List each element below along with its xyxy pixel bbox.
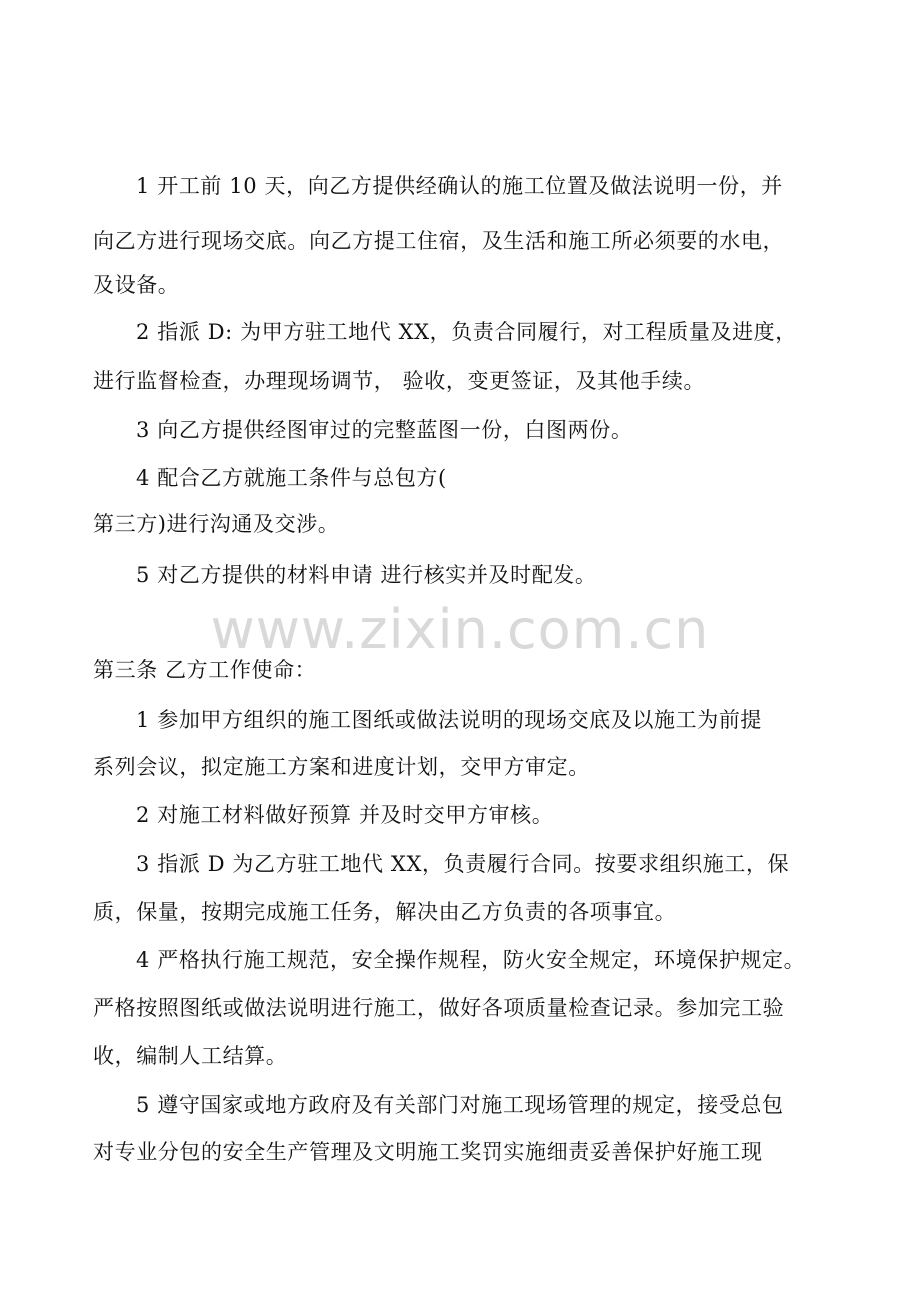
paragraph-line: 收，编制人工结算。 xyxy=(93,1044,288,1068)
paragraph-line: 5 对乙方提供的材料申请 进行核实并及时配发。 xyxy=(136,563,597,587)
paragraph-line: 质，保量，按期完成施工任务，解决由乙方负责的各项事宜。 xyxy=(93,900,677,924)
paragraph-line: 1 开工前 10 天，向乙方提供经确认的施工位置及做法说明一份，并 xyxy=(136,174,783,198)
paragraph-line: 4 配合乙方就施工条件与总包方( xyxy=(136,466,447,490)
paragraph-line: 第三方)进行沟通及交涉。 xyxy=(93,512,340,536)
paragraph-line: 及设备。 xyxy=(93,273,180,297)
paragraph-line: 1 参加甲方组织的施工图纸或做法说明的现场交底及以施工为前提 xyxy=(136,708,763,732)
paragraph-line: 严格按照图纸或做法说明进行施工，做好各项质量检查记录。参加完工验 xyxy=(93,996,785,1020)
section-heading: 第三条 乙方工作使命： xyxy=(93,658,317,682)
paragraph-line: 2 对施工材料做好预算 并及时交甲方审核。 xyxy=(136,803,554,827)
paragraph-line: 3 指派 D 为乙方驻工地代 XX，负责履行合同。按要求组织施工，保 xyxy=(136,852,790,876)
paragraph-line: 系列会议，拟定施工方案和进度计划，交甲方审定。 xyxy=(93,755,590,779)
paragraph-line: 向乙方进行现场交底。向乙方提工住宿，及生活和施工所必须要的水电， xyxy=(93,229,785,253)
paragraph-line: 2 指派 D: 为甲方驻工地代 XX，负责合同履行，对工程质量及进度， xyxy=(136,320,797,344)
paragraph-line: 进行监督检查，办理现场调节， 验收，变更签证，及其他手续。 xyxy=(93,369,706,393)
paragraph-line: 5 遵守国家或地方政府及有关部门对施工现场管理的规定，接受总包 xyxy=(136,1093,784,1117)
paragraph-line: 4 严格执行施工规范，安全操作规程，防火安全规定，环境保护规定。 xyxy=(136,948,806,972)
paragraph-line: 3 向乙方提供经图审过的完整蓝图一份，白图两份。 xyxy=(136,418,633,442)
paragraph-line: 对专业分包的安全生产管理及文明施工奖罚实施细责妥善保护好施工现 xyxy=(93,1140,763,1164)
watermark: www.zixin.com.cn xyxy=(210,598,710,661)
